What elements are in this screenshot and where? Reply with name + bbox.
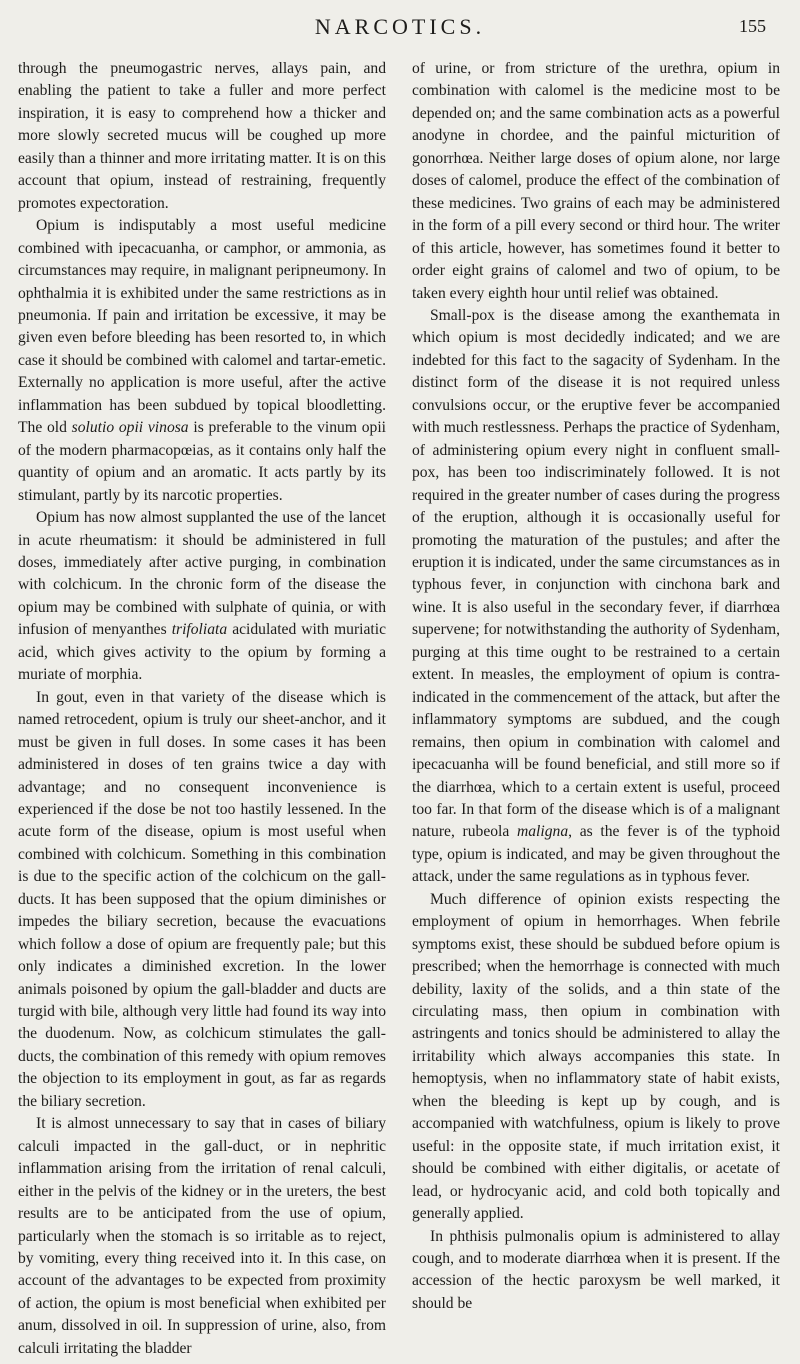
italic-term: maligna (517, 823, 569, 841)
page-number: 155 (739, 16, 766, 36)
paragraph: of urine, or from stricture of the urethra, opium in combination with calomel is the medicine most to be depended on; and the same combination acts as a powerful anodyne in chordee, and the painful micturition of gonorrhœa. Neither large doses of opium alone, nor large doses of calomel, produce the effect of the combination of these medicines. Two grains of each may be administered in the form of a pill every second or third hour. The writer of this article, however, has sometimes found it better to order eight grains of calomel and two of opium, to be taken every eighth hour until relief was obtained. (412, 60, 780, 302)
text-run: , as the fever is of the typhoid type, opium is indicated, and may be given throughout the attack, under the same regulations as in typhous fever. (412, 823, 780, 886)
text-run: Opium is indisputably a most useful medicine combined with ipecacuanha, or camphor, or ammonia, as circumstances may require, in malignant peripneumony. In ophthalmia it is exhibited under the same restrictions as in pneumonia. If pain and irritation be excessive, it may be given even before bleeding has been resorted to, in which case it should be combined with calomel and tartar-emetic. Externally no application is more useful, after the active inflammation has been subdued by topical bloodletting. The old (18, 217, 386, 437)
paragraph (412, 305, 780, 889)
paragraph: In gout, even in that variety of the disease which is named retrocedent, opium is truly our sheet-anchor, and it must be given in full doses. In some cases it has been administered in doses of ten grains twice a day with advantage; and no consequent inconvenience is experienced if the dose be not too hastily lessened. In the acute form of the disease, opium is most useful when combined with colchicum. Something in this combination is due to the specific action of the colchicum on the gall-ducts. It has been supposed that the opium diminishes or impedes the biliary secretion, because the evacuations which follow a dose of opium are frequently pale; but this only indicates a diminished excretion. In the lower animals poisoned by opium the gall-bladder and ducts are turgid with bile, although very little had found its way into the duodenum. Now, as colchicum stimulates the gall-ducts, the combination of this remedy with opium removes the objection to its employment in gout, as far as regards the biliary secretion. (18, 688, 386, 1110)
text-run: Small-pox is the disease among the exanthemata in which opium is most decidedly indicated; and we are indebted for this fact to the sagacity of Sydenham. In the distinct form of the disease it is not required unless convulsions occur, or the eruptive fever be accompanied with much restlessness. Perhaps the practice of Sydenham, of administering opium every night in confluent small-pox, has been too indiscriminately followed. It is not required in the greater number of cases during the progress of the eruption, although it is occasionally useful for promoting the maturation of the pustules; and after the eruption it is indicated, under the same circumstances as in typhous fever, in conjunction with cinchona bark and wine. It is also useful in the secondary fever, if diarrhœa supervene; for notwithstanding the authority of Sydenham, purging at this time ought to be restrained to a certain extent. In measles, the employment of opium is contra-indicated in the commencement of the attack, but after the inflammatory symptoms are subdued, and the cough remains, then opium in combination with calomel and ipecacuanha will be found beneficial, and still more so if the diarrhœa, which to a certain extent is useful, proceed too far. In that form of the disease which is of a malignant nature, rubeola (412, 306, 780, 841)
left-column (18, 58, 386, 1360)
paragraph (18, 215, 386, 507)
italic-term: solutio opii vinosa (71, 419, 189, 437)
running-head: NARCOTICS. (314, 14, 486, 39)
paragraph: In phthisis pulmonalis opium is administered to allay cough, and to moderate diarrhœa when it is present. If the accession of the hectic paroxysm be well marked, it should be (412, 1227, 780, 1312)
text-run: is preferable to the vinum opii of the modern pharmacopœias, as it contains only half the quantity of opium and an aromatic. It acts partly by its stimulant, partly by its narcotic properties. (18, 419, 386, 504)
paragraph: Much difference of opinion exists respecting the employment of opium in hemorrhages. When febrile symptoms exist, these should be subdued before opium is prescribed; when the hemorrhage is connected with much debility, laxity of the solids, and a thin state of the circulating mass, then opium in combination with astringents and tonics should be administered to allay the irritability which always accompanies this state. In hemoptysis, when no inflammatory state of habit exists, when the bleeding is kept up by cough, and is accompanied with watchfulness, opium is likely to prove useful: in the opposite state, if much irritation exist, it should be combined with either digitalis, or acetate of lead, or hydrocyanic acid, and cold both topically and generally applied. (412, 890, 780, 1223)
paragraph: It is almost unnecessary to say that in cases of biliary calculi impacted in the gall-duct, or in nephritic inflammation arising from the irritation of renal calculi, either in the pelvis of the kidney or in the ureters, the best results are to be anticipated from the use of opium, particularly when the stomach is so irritable as to reject, by vomiting, every thing received into it. In this case, on account of the advantages to be expected from proximity of action, the opium is most beneficial when exhibited per anum, dissolved in oil. In suppression of urine, also, from calculi irritating the bladder (18, 1115, 386, 1357)
paragraph: through the pneumogastric nerves, allays pain, and enabling the patient to take a fuller and more perfect inspiration, it is easy to comprehend how a thicker and more slowly secreted mucus will be coughed up more easily than a thinner and more irritating matter. It is on this account that opium, instead of restraining, frequently promotes expectoration. (18, 60, 386, 212)
italic-term: trifoliata (171, 621, 228, 639)
text-run: acidulated with muriatic acid, which gives activity to the opium by forming a muriate of morphia. (18, 621, 387, 684)
text-run: Opium has now almost supplanted the use of the lancet in acute rheumatism: it should be administered in full doses, immediately after active purging, in combination with colchicum. In the chronic form of the disease the opium may be combined with sulphate of quinia, or with infusion of menyanthes (18, 509, 386, 639)
right-column (412, 58, 780, 1315)
paragraph (18, 507, 386, 687)
